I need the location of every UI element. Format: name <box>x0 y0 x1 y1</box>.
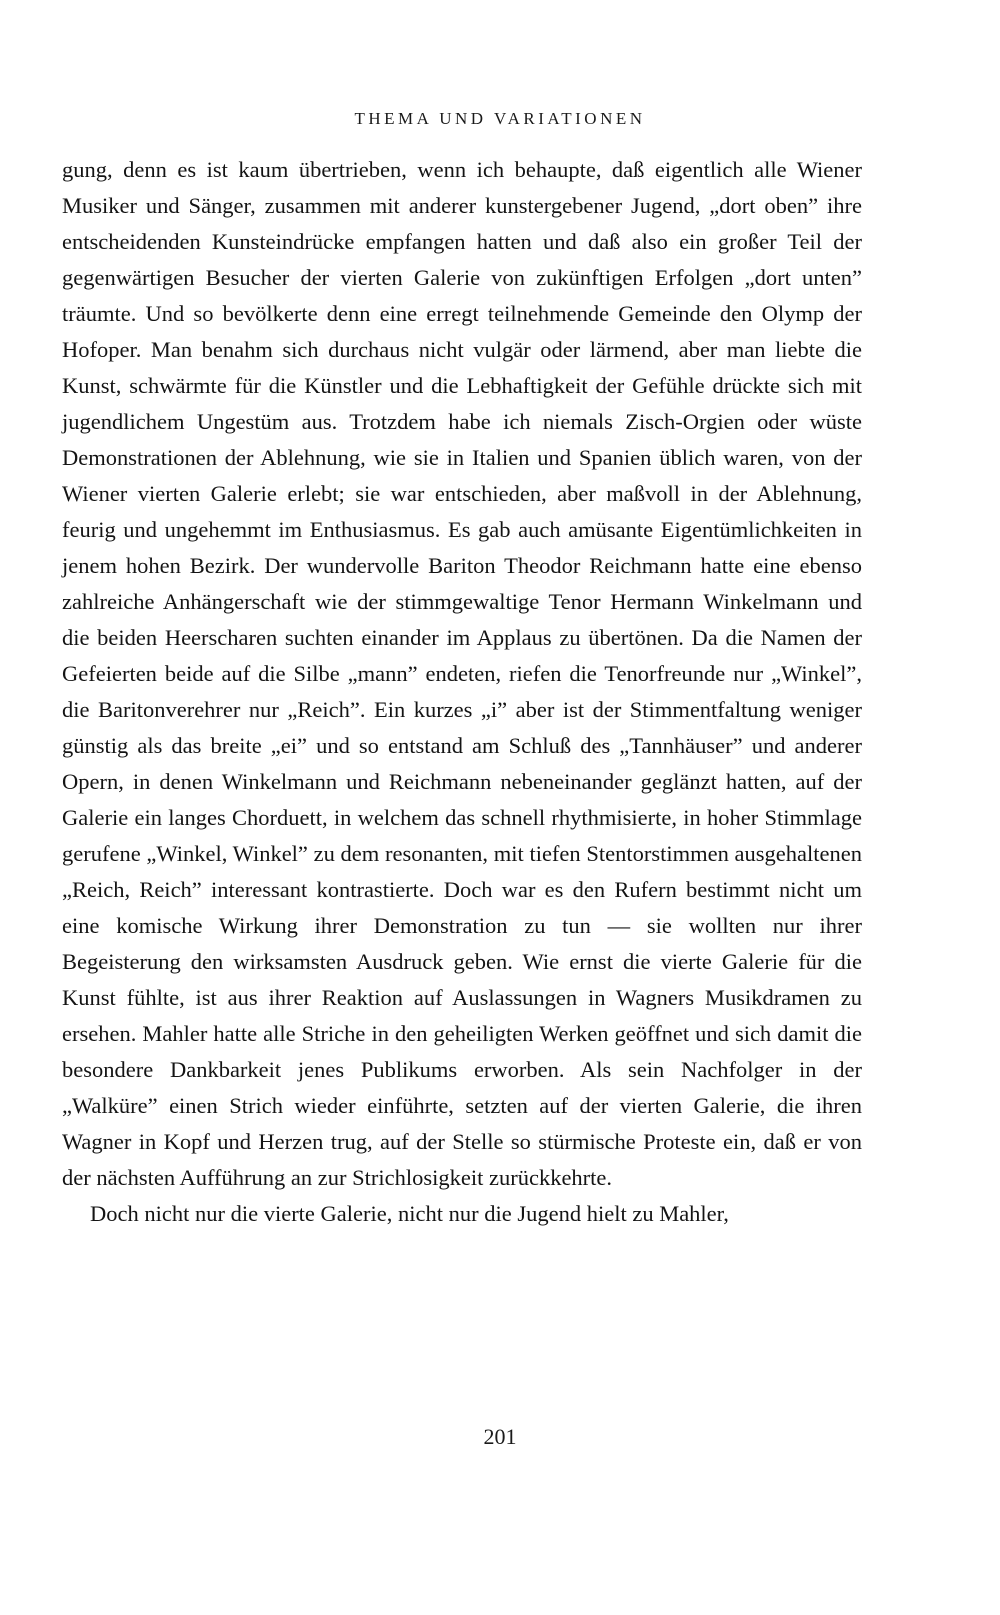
paragraph-continued: gung, denn es ist kaum übertrieben, wenn ich behaupte, daß eigentlich alle Wiener Musiker und Sänger, zusammen mit anderer kunstergebener Jugend, „dort oben” ihre entscheidenden Kunsteindrücke empfangen hatten und daß also ein großer Teil der gegenwärtigen Besucher der vierten Galerie von zukünftigen Erfolgen „dort unten” träumte. Und so bevölkerte denn eine erregt teilnehmende Gemeinde den Olymp der Hofoper. Man benahm sich durchaus nicht vulgär oder lärmend, aber man liebte die Kunst, schwärmte für die Künstler und die Lebhaftigkeit der Gefühle drückte sich mit jugendlichem Ungestüm aus. Trotzdem habe ich niemals Zisch-Orgien oder wüste Demonstrationen der Ablehnung, wie sie in Italien und Spanien üblich waren, von der Wiener vierten Galerie erlebt; sie war entschieden, aber maßvoll in der Ablehnung, feurig und ungehemmt im Enthusiasmus. Es gab auch amüsante Eigentümlichkeiten in jenem hohen Bezirk. Der wundervolle Bariton Theodor Reichmann hatte eine ebenso zahlreiche Anhängerschaft wie der stimmgewaltige Tenor Hermann Winkelmann und die beiden Heerscharen suchten einander im Applaus zu übertönen. Da die Namen der Gefeierten beide auf die Silbe „mann” endeten, riefen die Tenorfreunde nur „Winkel”, die Baritonverehrer nur „Reich”. Ein kurzes „i” aber ist der Stimmentfaltung weniger günstig als das breite „ei” und so entstand am Schluß des „Tannhäuser” und anderer Opern, in denen Winkelmann und Reichmann nebeneinander geglänzt hatten, auf der Galerie ein langes Chorduett, in welchem das schnell rhythmisierte, in hoher Stimmlage gerufene „Winkel, Winkel” zu dem resonanten, mit tiefen Stentorstimmen ausgehaltenen „Reich, Reich” interessant kontrastierte. Doch war es den Rufern bestimmt nicht um eine komische Wirkung ihrer Demonstration zu tun — sie wollten nur ihrer Begeisterung den wirksamsten Ausdruck geben. Wie ernst die vierte Galerie für die Kunst fühlte, ist aus ihrer Reaktion auf Auslassungen in Wagners Musikdramen zu ersehen. Mahler hatte alle Striche in den geheiligten Werken geöffnet und sich damit die besondere Dankbarkeit jenes Publikums erworben. Als sein Nachfolger in der „Walküre” einen Strich wieder einführte, setzten auf der vierten Galerie, die ihren Wagner in Kopf und Herzen trug, auf der Stelle so stürmische Proteste ein, daß er von der nächsten Aufführung an zur Strichlosigkeit zurückkehrte. <box>62 157 862 1190</box>
running-head: THEMA UND VARIATIONEN <box>354 109 646 128</box>
page-number: 201 <box>483 1424 517 1449</box>
body-text <box>62 152 862 1232</box>
paragraph-new: Doch nicht nur die vierte Galerie, nicht nur die Jugend hielt zu Mahler, <box>90 1201 729 1226</box>
